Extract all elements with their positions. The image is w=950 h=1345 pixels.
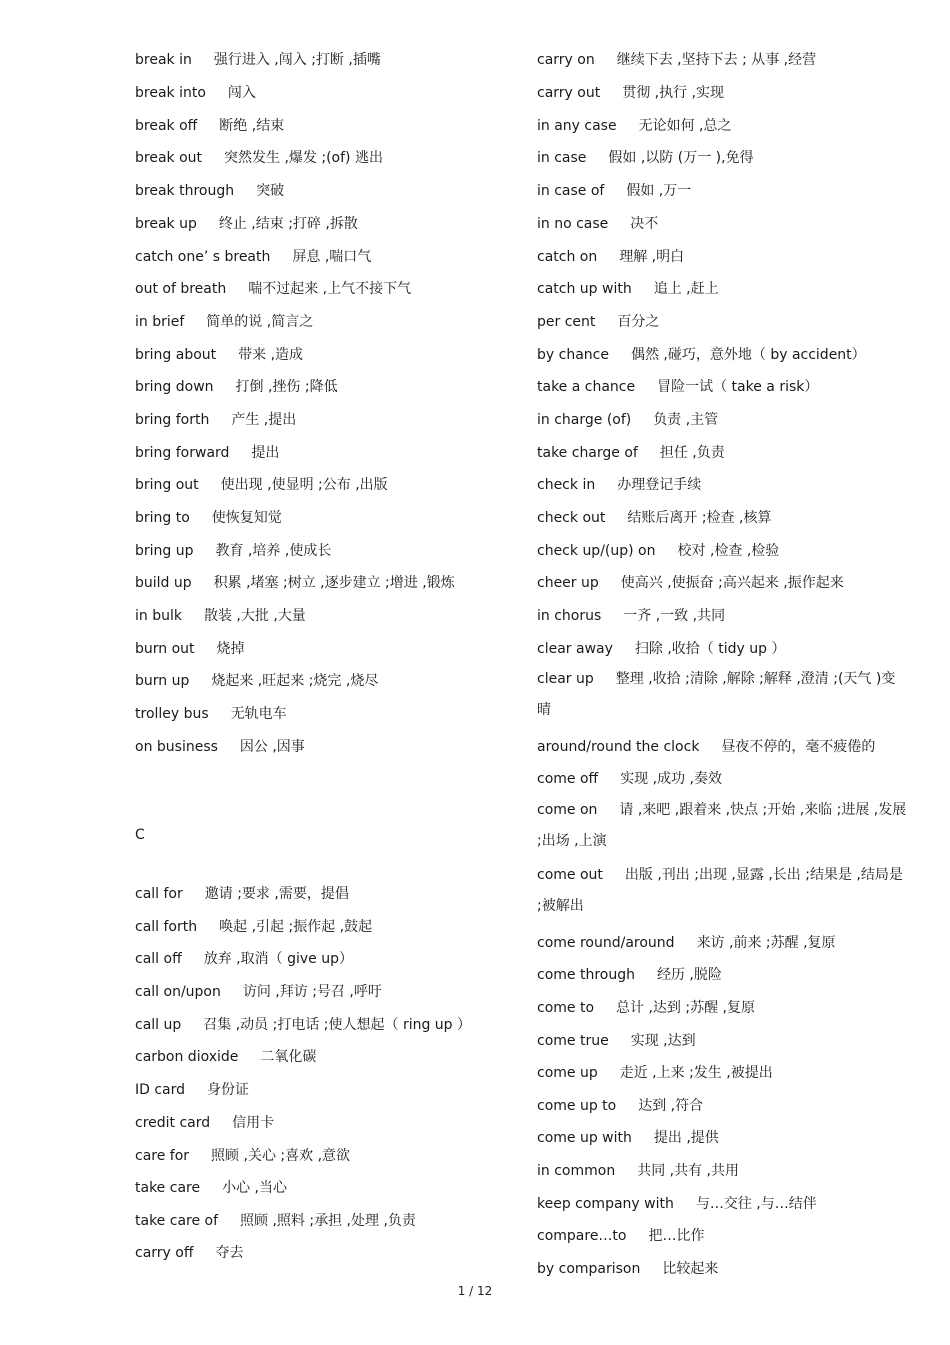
vocab-entry bbox=[135, 241, 371, 273]
vocab-entry bbox=[135, 77, 256, 109]
entry-term: catch one’ s breath bbox=[135, 249, 271, 265]
entry-term: credit card bbox=[135, 1115, 211, 1131]
vocab-entry bbox=[537, 339, 866, 371]
entry-definition: 贯彻 ,执行 ,实现 bbox=[622, 85, 725, 101]
entry-term: in case of bbox=[537, 183, 605, 199]
entry-definition: 与…交往 ,与…结伴 bbox=[695, 1196, 817, 1212]
vocab-entry bbox=[537, 664, 909, 726]
entry-term: call on/upon bbox=[135, 984, 221, 1000]
entry-definition: 夺去 bbox=[215, 1245, 244, 1261]
entry-definition: 继续下去 ,坚持下去 ; 从事 ,经营 bbox=[616, 52, 817, 68]
entry-term: on business bbox=[135, 739, 218, 755]
entry-definition: 散装 ,大批 ,大量 bbox=[203, 608, 306, 624]
entry-term: come round/around bbox=[537, 935, 675, 951]
entry-term: bring forth bbox=[135, 412, 210, 428]
vocab-entry bbox=[537, 633, 785, 665]
vocab-entry bbox=[537, 1025, 696, 1057]
vocab-entry bbox=[537, 860, 909, 922]
entry-definition: 走近 ,上来 ;发生 ,被提出 bbox=[619, 1065, 773, 1081]
entry-term: burn up bbox=[135, 673, 190, 689]
vocab-entry bbox=[537, 404, 718, 436]
entry-definition: 身份证 bbox=[207, 1082, 250, 1098]
entry-term: in common bbox=[537, 1163, 616, 1179]
entry-term: per cent bbox=[537, 314, 596, 330]
vocab-entry bbox=[537, 371, 818, 403]
entry-term: in case bbox=[537, 150, 587, 166]
entry-term: break up bbox=[135, 216, 197, 232]
entry-definition: 假如 ,万一 bbox=[626, 183, 692, 199]
vocab-entry bbox=[537, 992, 755, 1024]
entry-definition: 突破 bbox=[256, 183, 285, 199]
vocab-entry bbox=[135, 175, 284, 207]
entry-definition: 总计 ,达到 ;苏醒 ,复原 bbox=[616, 1000, 755, 1016]
entry-term: bring down bbox=[135, 379, 214, 395]
entry-term: catch on bbox=[537, 249, 598, 265]
vocab-entry bbox=[537, 927, 836, 959]
entry-definition: 冒险一试（ take a risk） bbox=[657, 379, 819, 395]
entry-term: check up/(up) on bbox=[537, 543, 656, 559]
entry-term: come up to bbox=[537, 1098, 617, 1114]
entry-definition: 整理 ,收拾 ;清除 ,解除 ;解释 ,澄清 ;(天气 )变晴 bbox=[537, 671, 896, 718]
entry-definition: 一齐 ,一致 ,共同 bbox=[623, 608, 726, 624]
entry-term: call off bbox=[135, 951, 182, 967]
entry-term: in charge (of) bbox=[537, 412, 632, 428]
vocab-entry bbox=[135, 633, 245, 665]
entry-term: bring to bbox=[135, 510, 190, 526]
entry-term: in no case bbox=[537, 216, 609, 232]
entry-term: carry on bbox=[537, 52, 595, 68]
entry-definition: 照顾 ,关心 ;喜欢 ,意欲 bbox=[211, 1148, 351, 1164]
vocab-entry bbox=[135, 1140, 350, 1172]
vocab-entry bbox=[135, 273, 411, 305]
entry-definition: 把…比作 bbox=[648, 1228, 705, 1244]
vocab-entry bbox=[537, 110, 732, 142]
entry-definition: 使高兴 ,使振奋 ;高兴起来 ,振作起来 bbox=[620, 575, 844, 591]
entry-term: take care of bbox=[135, 1213, 219, 1229]
vocab-entry bbox=[537, 959, 722, 991]
entry-term: build up bbox=[135, 575, 192, 591]
entry-definition: 教育 ,培养 ,使成长 bbox=[215, 543, 332, 559]
entry-term: come up with bbox=[537, 1130, 632, 1146]
vocab-entry bbox=[537, 731, 875, 763]
vocab-entry bbox=[537, 535, 779, 567]
vocab-entry bbox=[135, 371, 338, 403]
vocab-entry bbox=[537, 77, 724, 109]
entry-definition: 唤起 ,引起 ;振作起 ,鼓起 bbox=[219, 919, 373, 935]
vocab-entry bbox=[537, 175, 691, 207]
entry-term: bring up bbox=[135, 543, 194, 559]
entry-term: ID card bbox=[135, 1082, 186, 1098]
vocab-entry bbox=[135, 1074, 249, 1106]
vocab-entry bbox=[537, 763, 722, 795]
entry-term: carbon dioxide bbox=[135, 1049, 239, 1065]
entry-definition: 使恢复知觉 bbox=[211, 510, 282, 526]
entry-definition: 昼夜不停的，毫不疲倦的 bbox=[721, 739, 876, 755]
vocab-entry bbox=[537, 208, 658, 240]
entry-definition: 提出 ,提供 bbox=[653, 1130, 719, 1146]
vocab-entry bbox=[135, 976, 382, 1008]
entry-term: by chance bbox=[537, 347, 609, 363]
entry-term: in any case bbox=[537, 118, 617, 134]
entry-definition: 出版 ,刊出 ;出现 ,显露 ,长出 ;结果是 ,结局是 ;被解出 bbox=[537, 867, 903, 914]
vocab-entry bbox=[135, 44, 381, 76]
vocab-entry bbox=[537, 142, 754, 174]
vocab-entry bbox=[537, 306, 659, 338]
entry-term: carry off bbox=[135, 1245, 194, 1261]
vocab-entry bbox=[537, 1122, 719, 1154]
entry-definition: 打倒 ,挫伤 ;降低 bbox=[235, 379, 338, 395]
entry-term: in bulk bbox=[135, 608, 182, 624]
entry-term: come through bbox=[537, 967, 635, 983]
entry-term: in brief bbox=[135, 314, 185, 330]
entry-definition: 屏息 ,喘口气 bbox=[292, 249, 372, 265]
entry-term: cheer up bbox=[537, 575, 599, 591]
vocab-entry bbox=[135, 469, 388, 501]
entry-term: bring forward bbox=[135, 445, 230, 461]
entry-definition: 放弃 ,取消（ give up） bbox=[203, 951, 353, 967]
entry-term: come to bbox=[537, 1000, 595, 1016]
entry-definition: 访问 ,拜访 ;号召 ,呼吁 bbox=[242, 984, 382, 1000]
entry-definition: 使出现 ,使显明 ;公布 ,出版 bbox=[220, 477, 388, 493]
entry-term: check out bbox=[537, 510, 606, 526]
entry-definition: 烧掉 bbox=[216, 641, 245, 657]
vocab-entry bbox=[537, 567, 844, 599]
entry-definition: 信用卡 bbox=[232, 1115, 275, 1131]
entry-term: catch up with bbox=[537, 281, 632, 297]
vocab-entry bbox=[135, 437, 279, 469]
entry-definition: 闯入 bbox=[227, 85, 256, 101]
vocab-entry bbox=[135, 1009, 471, 1041]
vocab-entry bbox=[537, 1090, 703, 1122]
entry-term: check in bbox=[537, 477, 596, 493]
vocab-entry bbox=[537, 469, 701, 501]
entry-term: take care bbox=[135, 1180, 201, 1196]
entry-definition: 简单的说 ,简言之 bbox=[206, 314, 314, 330]
vocab-entry bbox=[135, 731, 305, 763]
vocab-entry bbox=[135, 110, 284, 142]
entry-term: by comparison bbox=[537, 1261, 641, 1277]
entry-definition: 偶然 ,碰巧，意外地（ by accident） bbox=[630, 347, 866, 363]
vocab-entry bbox=[537, 1188, 817, 1220]
vocab-entry bbox=[135, 1237, 244, 1269]
entry-term: break out bbox=[135, 150, 203, 166]
vocab-entry bbox=[537, 1155, 739, 1187]
entry-definition: 比较起来 bbox=[662, 1261, 719, 1277]
vocab-entry bbox=[135, 878, 349, 910]
entry-term: call up bbox=[135, 1017, 182, 1033]
entry-definition: 突然发生 ,爆发 ;(of) 逃出 bbox=[224, 150, 383, 166]
entry-term: clear away bbox=[537, 641, 613, 657]
entry-term: take a chance bbox=[537, 379, 636, 395]
vocab-entry bbox=[135, 1107, 274, 1139]
entry-definition: 小心 ,当心 bbox=[222, 1180, 287, 1196]
entry-term: break through bbox=[135, 183, 235, 199]
vocab-entry bbox=[537, 1057, 773, 1089]
entry-term: break off bbox=[135, 118, 198, 134]
entry-definition: 达到 ,符合 bbox=[638, 1098, 704, 1114]
vocab-entry bbox=[537, 1220, 704, 1252]
entry-term: trolley bus bbox=[135, 706, 209, 722]
entry-term: around/round the clock bbox=[537, 739, 700, 755]
vocab-entry bbox=[537, 600, 725, 632]
vocab-entry bbox=[537, 241, 684, 273]
entry-definition: 百分之 bbox=[617, 314, 660, 330]
entry-definition: 二氧化碳 bbox=[260, 1049, 317, 1065]
vocab-entry bbox=[135, 404, 296, 436]
entry-definition: 积累 ,堵塞 ;树立 ,逐步建立 ;增进 ,锻炼 bbox=[213, 575, 455, 591]
vocab-entry bbox=[537, 502, 771, 534]
entry-term: bring about bbox=[135, 347, 217, 363]
vocab-entry bbox=[537, 795, 909, 857]
page-number: 1 / 12 bbox=[457, 1284, 493, 1298]
entry-term: break into bbox=[135, 85, 206, 101]
entry-definition: 追上 ,赶上 bbox=[653, 281, 719, 297]
entry-term: call forth bbox=[135, 919, 198, 935]
vocab-entry bbox=[537, 1253, 718, 1285]
entry-definition: 终止 ,结束 ;打碎 ,拆散 bbox=[218, 216, 358, 232]
vocab-entry bbox=[135, 142, 383, 174]
vocab-entry bbox=[537, 273, 719, 305]
entry-definition: 照顾 ,照料 ;承担 ,处理 ,负责 bbox=[240, 1213, 416, 1229]
entry-definition: 邀请 ;要求 ,需要，提倡 bbox=[204, 886, 349, 902]
entry-definition: 产生 ,提出 bbox=[231, 412, 297, 428]
vocab-entry bbox=[135, 1172, 287, 1204]
entry-definition: 喘不过起来 ,上气不接下气 bbox=[248, 281, 412, 297]
entry-definition: 烧起来 ,旺起来 ;烧完 ,烧尽 bbox=[211, 673, 379, 689]
entry-definition: 结账后离开 ;检查 ,核算 bbox=[627, 510, 772, 526]
vocab-entry bbox=[135, 208, 358, 240]
entry-definition: 办理登记手续 bbox=[617, 477, 702, 493]
vocab-entry bbox=[135, 339, 303, 371]
vocab-entry bbox=[135, 535, 331, 567]
entry-term: break in bbox=[135, 52, 192, 68]
entry-definition: 校对 ,检查 ,检验 bbox=[677, 543, 780, 559]
vocab-entry bbox=[135, 567, 455, 599]
vocab-entry bbox=[135, 600, 306, 632]
entry-definition: 决不 bbox=[630, 216, 659, 232]
entry-term: clear up bbox=[537, 671, 594, 687]
entry-definition: 假如 ,以防 (万一 ),免得 bbox=[608, 150, 754, 166]
entry-definition: 请 ,来吧 ,跟着来 ,快点 ;开始 ,来临 ;进展 ,发展 ;出场 ,上演 bbox=[537, 802, 907, 849]
entry-definition: 强行进入 ,闯入 ;打断 ,插嘴 bbox=[213, 52, 381, 68]
entry-term: compare…to bbox=[537, 1228, 627, 1244]
entry-definition: 实现 ,成功 ,奏效 bbox=[620, 771, 722, 787]
entry-definition: 带来 ,造成 bbox=[238, 347, 304, 363]
entry-definition: 经历 ,脱险 bbox=[656, 967, 722, 983]
entry-term: bring out bbox=[135, 477, 199, 493]
vocab-entry bbox=[135, 502, 282, 534]
entry-definition: 断绝 ,结束 bbox=[219, 118, 285, 134]
entry-definition: 共同 ,共有 ,共用 bbox=[637, 1163, 740, 1179]
vocab-entry bbox=[537, 44, 816, 76]
entry-term: come off bbox=[537, 771, 599, 787]
entry-definition: 来访 ,前来 ;苏醒 ,复原 bbox=[696, 935, 836, 951]
entry-term: burn out bbox=[135, 641, 195, 657]
entry-definition: 提出 bbox=[251, 445, 280, 461]
entry-term: call for bbox=[135, 886, 183, 902]
vocab-entry bbox=[135, 665, 378, 697]
entry-definition: 担任 ,负责 bbox=[659, 445, 725, 461]
entry-definition: 召集 ,动员 ;打电话 ;使人想起（ ring up ） bbox=[203, 1017, 472, 1033]
section-letter: C bbox=[135, 827, 145, 843]
entry-term: come up bbox=[537, 1065, 598, 1081]
vocab-entry bbox=[135, 1205, 416, 1237]
vocab-entry bbox=[135, 943, 353, 975]
entry-term: keep company with bbox=[537, 1196, 674, 1212]
vocab-entry bbox=[537, 437, 725, 469]
entry-term: come true bbox=[537, 1033, 609, 1049]
entry-definition: 理解 ,明白 bbox=[619, 249, 685, 265]
entry-term: in chorus bbox=[537, 608, 602, 624]
entry-definition: 因公 ,因事 bbox=[239, 739, 305, 755]
entry-term: come on bbox=[537, 802, 598, 818]
entry-definition: 实现 ,达到 bbox=[630, 1033, 696, 1049]
entry-term: out of breath bbox=[135, 281, 227, 297]
entry-definition: 无论如何 ,总之 bbox=[638, 118, 732, 134]
vocab-entry bbox=[135, 911, 372, 943]
vocab-entry bbox=[135, 698, 287, 730]
vocab-entry bbox=[135, 306, 313, 338]
entry-term: take charge of bbox=[537, 445, 638, 461]
entry-definition: 无轨电车 bbox=[230, 706, 287, 722]
vocab-entry bbox=[135, 1041, 316, 1073]
entry-term: care for bbox=[135, 1148, 190, 1164]
entry-term: carry out bbox=[537, 85, 601, 101]
entry-term: come out bbox=[537, 867, 603, 883]
entry-definition: 扫除 ,收拾（ tidy up ） bbox=[634, 641, 786, 657]
entry-definition: 负责 ,主管 bbox=[653, 412, 719, 428]
